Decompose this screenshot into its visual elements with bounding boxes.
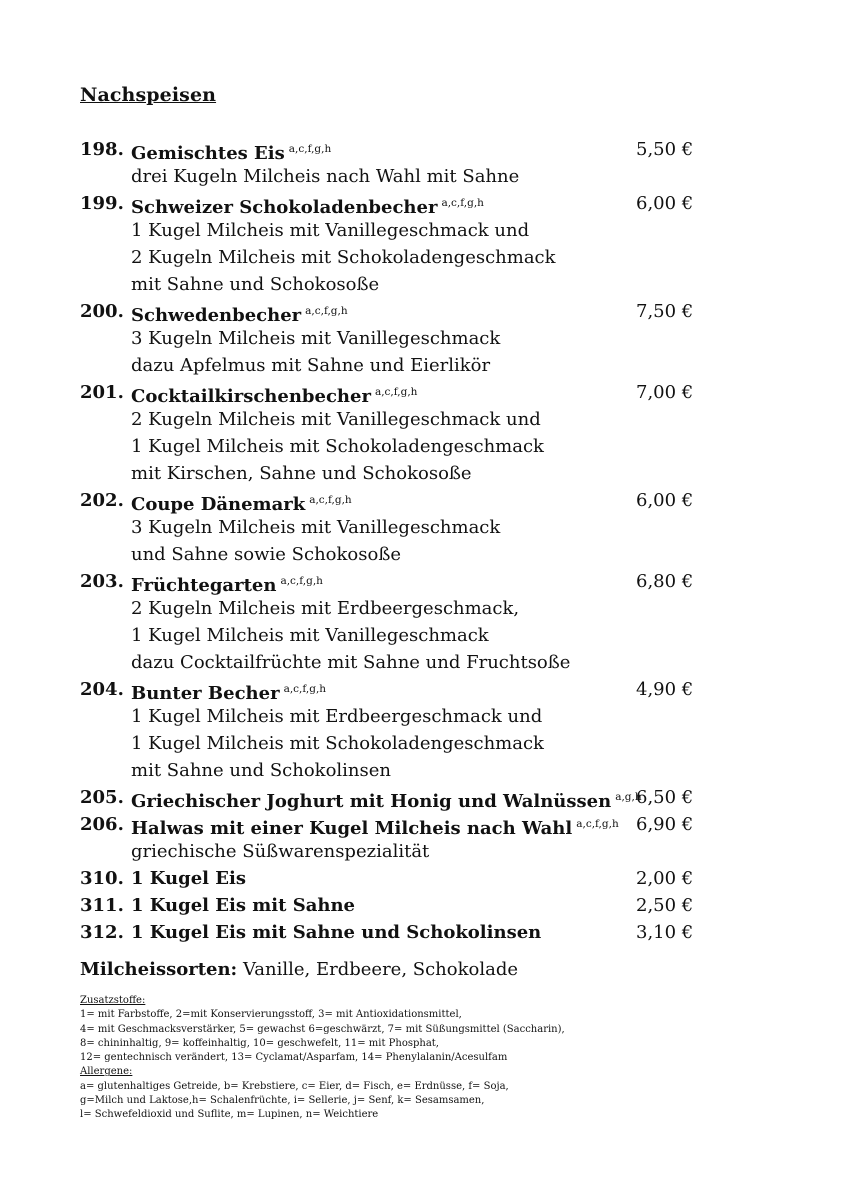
allergens-line: a= glutenhaltiges Getreide, b= Krebstiere, c= Eier, d= Fisch, e= Erdnüsse, f= Soja, <box>80 1080 509 1092</box>
item-description: 2 Kugeln Milcheis mit Vanillegeschmack und <box>131 409 541 430</box>
additives-title: Zusatzstoffe: <box>80 995 146 1006</box>
item-price: 5,50 € <box>636 139 694 160</box>
item-name-text: Gemischtes Eis <box>131 143 285 164</box>
item-description: 1 Kugel Milcheis mit Vanillegeschmack <box>131 625 489 646</box>
menu-item <box>80 379 700 406</box>
item-number: 206. <box>80 814 124 835</box>
item-allergens: a,c,f,g,h <box>309 494 352 506</box>
item-number: 201. <box>80 382 124 403</box>
item-allergens: a,c,f,g,h <box>374 386 418 398</box>
additives-line: 12= gentechnisch verändert, 13= Cyclamat/Asparfam, 14= Phenylalanin/Acesulfam <box>80 1052 508 1064</box>
additives-line: 4= mit Geschmacksverstärker, 5= gewachst 6=geschwärzt, 7= mit Süßungsmittel (Saccharin), <box>80 1023 565 1035</box>
item-name-text: Bunter Becher <box>131 683 280 704</box>
item-number: 203. <box>80 571 124 592</box>
item-description: 1 Kugel Milcheis mit Schokoladengeschmack <box>131 436 544 457</box>
item-description: 1 Kugel Milcheis mit Vanillegeschmack und <box>131 220 530 241</box>
item-allergens: a,c,f,g,h <box>441 197 484 209</box>
item-allergens: a,c,f,g,h <box>576 818 619 830</box>
item-description-line <box>80 271 700 298</box>
item-description-line <box>80 622 700 649</box>
item-price: 7,00 € <box>636 382 694 403</box>
item-description: 2 Kugeln Milcheis mit Erdbeergeschmack, <box>131 598 520 619</box>
item-number: 199. <box>80 193 124 214</box>
item-allergens: a,c,f,g,h <box>280 575 323 587</box>
item-name-text: 1 Kugel Eis mit Sahne <box>131 895 355 916</box>
item-name <box>131 865 246 892</box>
item-description-line <box>80 352 700 379</box>
menu-item <box>80 136 700 163</box>
item-price: 3,10 € <box>636 922 694 943</box>
item-name-text: Schweizer Schokoladenbecher <box>131 197 438 218</box>
footnotes <box>80 994 565 1123</box>
page-heading: Nachspeisen <box>80 84 217 106</box>
menu-item <box>80 487 700 514</box>
menu-item <box>80 919 700 946</box>
item-allergens: a,c,f,g,h <box>305 305 348 317</box>
milk-sorts-value: Vanille, Erdbeere, Schokolade <box>242 959 519 980</box>
item-price: 6,00 € <box>636 193 694 214</box>
item-number: 205. <box>80 787 124 808</box>
item-price: 2,00 € <box>636 868 694 889</box>
item-description-line <box>80 244 700 271</box>
item-name <box>131 919 541 946</box>
item-description-line <box>80 757 700 784</box>
item-number: 310. <box>80 868 124 889</box>
item-description: 1 Kugel Milcheis mit Erdbeergeschmack und <box>131 706 543 727</box>
item-description-line <box>80 514 700 541</box>
item-description-line <box>80 703 700 730</box>
additives-line: 1= mit Farbstoffe, 2=mit Konservierungsstoff, 3= mit Antioxidationsmittel, <box>80 1009 462 1021</box>
menu-item <box>80 811 700 838</box>
item-description: 3 Kugeln Milcheis mit Vanillegeschmack <box>131 328 501 349</box>
milk-sorts <box>80 956 518 983</box>
item-price: 6,80 € <box>636 571 694 592</box>
item-description-line <box>80 217 700 244</box>
item-allergens: a,c,f,g,h <box>283 683 327 695</box>
item-description: 3 Kugeln Milcheis mit Vanillegeschmack <box>131 517 501 538</box>
item-description-line <box>80 730 700 757</box>
allergens-title: Allergene: <box>80 1066 133 1078</box>
item-price: 7,50 € <box>636 301 694 322</box>
menu-item <box>80 865 700 892</box>
item-description-line <box>80 838 700 865</box>
item-price: 6,00 € <box>636 490 694 511</box>
item-allergens: a,c,f,g,h <box>288 143 332 155</box>
item-name <box>131 892 355 919</box>
item-description-line <box>80 433 700 460</box>
milk-sorts-label: Milcheissorten: <box>80 959 238 980</box>
item-number: 198. <box>80 139 124 160</box>
item-name-text: Coupe Dänemark <box>131 494 306 515</box>
item-price: 6,50 € <box>636 787 694 808</box>
item-description: 1 Kugel Milcheis mit Schokoladengeschmack <box>131 733 544 754</box>
item-description: mit Sahne und Schokosoße <box>131 274 380 295</box>
item-name-text: 1 Kugel Eis mit Sahne und Schokolinsen <box>131 922 542 943</box>
item-number: 202. <box>80 490 124 511</box>
menu-item <box>80 190 700 217</box>
item-description: dazu Cocktailfrüchte mit Sahne und Fruchtsoße <box>131 652 571 673</box>
item-price: 4,90 € <box>636 679 694 700</box>
dessert-list <box>80 136 700 946</box>
menu-item <box>80 892 700 919</box>
item-number: 311. <box>80 895 124 916</box>
item-name-text: Griechischer Joghurt mit Honig und Walnüssen <box>131 791 612 812</box>
menu-item <box>80 676 700 703</box>
menu-item <box>80 568 700 595</box>
item-description-line <box>80 649 700 676</box>
additives-line: 8= chininhaltig, 9= koffeinhaltig, 10= geschwefelt, 11= mit Phosphat, <box>80 1037 439 1049</box>
item-name-text: Halwas mit einer Kugel Milcheis nach Wahl <box>131 818 573 839</box>
item-allergens: a,g,h <box>615 791 642 803</box>
item-description-line <box>80 595 700 622</box>
item-description: mit Kirschen, Sahne und Schokosoße <box>131 463 472 484</box>
item-description: und Sahne sowie Schokosoße <box>131 544 401 565</box>
item-description: drei Kugeln Milcheis nach Wahl mit Sahne <box>131 166 520 187</box>
item-name-text: Früchtegarten <box>131 575 277 596</box>
item-description: 2 Kugeln Milcheis mit Schokoladengeschmack <box>131 247 556 268</box>
item-price: 2,50 € <box>636 895 694 916</box>
allergens-line: g=Milch und Laktose,h= Schalenfrüchte, i= Sellerie, j= Senf, k= Sesamsamen, <box>80 1095 485 1107</box>
item-name-text: Schwedenbecher <box>131 305 302 326</box>
item-description: griechische Süßwarenspezialität <box>131 841 430 862</box>
item-name-text: Cocktailkirschenbecher <box>131 386 371 407</box>
item-description: mit Sahne und Schokolinsen <box>131 760 392 781</box>
item-description-line <box>80 163 700 190</box>
menu-item <box>80 298 700 325</box>
item-price: 6,90 € <box>636 814 694 835</box>
item-number: 312. <box>80 922 124 943</box>
item-description-line <box>80 406 700 433</box>
item-number: 200. <box>80 301 124 322</box>
item-description-line <box>80 541 700 568</box>
item-number: 204. <box>80 679 124 700</box>
item-description-line <box>80 325 700 352</box>
menu-item <box>80 784 700 811</box>
allergens-line: l= Schwefeldioxid und Suflite, m= Lupinen, n= Weichtiere <box>80 1109 379 1121</box>
item-description-line <box>80 460 700 487</box>
item-name-text: 1 Kugel Eis <box>131 868 246 889</box>
item-description: dazu Apfelmus mit Sahne und Eierlikör <box>131 355 491 376</box>
